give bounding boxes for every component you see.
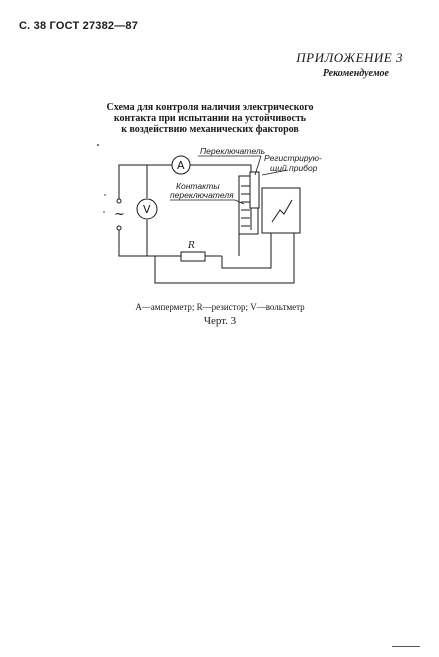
- label-switch: Переключатель: [200, 146, 266, 156]
- scan-marks: [97, 144, 106, 213]
- appendix-subtitle: Рекомендуемое: [322, 68, 389, 79]
- resistor: [181, 241, 205, 261]
- resistor-symbol: R: [188, 241, 195, 251]
- scheme-title-line-3: к воздействию механических факторов: [121, 124, 299, 135]
- ac-source: [114, 199, 125, 230]
- label-recorder-1: Регистрирую-: [264, 153, 322, 163]
- voltmeter-symbol: V: [143, 203, 151, 216]
- scheme-title-line-2: контакта при испытании на устойчивость: [113, 113, 307, 124]
- label-contacts-1: Контакты: [176, 181, 220, 191]
- legend: A—амперметр; R—резистор; V—вольтметр: [135, 302, 305, 312]
- recording-device: [262, 188, 300, 233]
- footer-line: [392, 646, 420, 647]
- figure-caption: Черт. 3: [203, 315, 237, 327]
- source-terminal-top: [117, 199, 121, 203]
- voltmeter: [137, 199, 157, 219]
- page-header: С. 38 ГОСТ 27382—87: [19, 20, 139, 32]
- scheme-title-line-1: Схема для контроля наличия электрического: [106, 102, 314, 113]
- ammeter: [172, 156, 190, 174]
- ammeter-symbol: A: [177, 159, 185, 172]
- label-contacts-2: переключателя: [170, 190, 234, 200]
- source-terminal-bottom: [117, 226, 121, 230]
- appendix-title: ПРИЛОЖЕНИЕ 3: [296, 50, 403, 65]
- label-recorder-2: щий прибор: [270, 163, 318, 173]
- switch-contacts: [250, 172, 259, 208]
- source-symbol: ~: [114, 207, 125, 222]
